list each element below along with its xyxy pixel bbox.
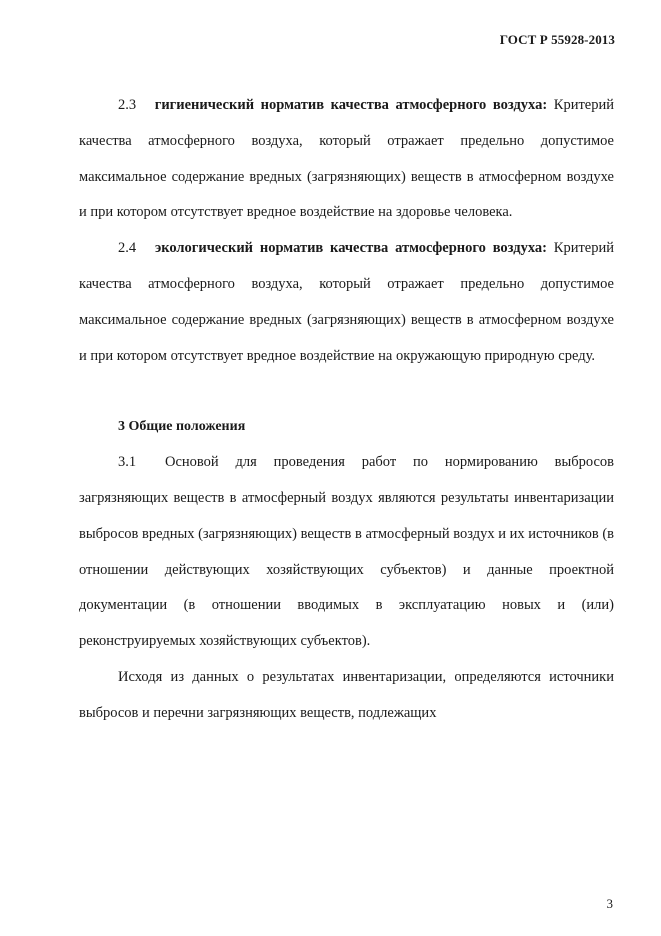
- paragraph: Исходя из данных о результатах инвентаризации, определяются источники выбросов и перечни загрязняющих веществ, подлежащих: [79, 668, 614, 721]
- clause-number: 2.3: [118, 97, 137, 113]
- clause-term: экологический норматив качества атмосферного воздуха:: [154, 240, 547, 257]
- document-code: ГОСТ Р 55928-2013: [499, 32, 615, 47]
- clause-number: 2.4: [118, 240, 137, 257]
- clause-definition: Критерий качества атмосферного воздуха, который отражает предельно допустимое максимальное содержание вредных (загрязняющих) веществ в атмосферном воздухе и при котором отсутствует вредное воздействие на здоровье человека.: [79, 97, 615, 221]
- clause-2-3: [79, 88, 614, 231]
- clause-definition: Критерий качества атмосферного воздуха, который отражает предельно допустимое максимальное содержание вредных (загрязняющих) веществ в атмосферном воздухе и при котором отсутствует вредное воздействие на окружающую природную среду.: [79, 240, 615, 364]
- clause-2-4: [79, 231, 614, 374]
- clause-term: гигиенический норматив качества атмосферного воздуха:: [154, 97, 548, 113]
- clause-text: Основой для проведения работ по нормированию выбросов загрязняющих веществ в атмосферный воздух являются результаты инвентаризации выбросов вредных (загрязняющих) веществ в атмосферный воздух и их источников (в отношении действующих хозяйствующих субъектов) и данные проектной документации (в отношении вводимых в эксплуатацию новых и (или) реконструируемых хозяйствующих субъектов).: [79, 454, 614, 650]
- page-number: 3: [606, 896, 613, 911]
- section-heading: 3 Общие положения: [118, 419, 246, 435]
- clause-number: 3.1: [118, 454, 137, 471]
- document-body: [79, 88, 614, 732]
- clause-3-1: [79, 445, 614, 660]
